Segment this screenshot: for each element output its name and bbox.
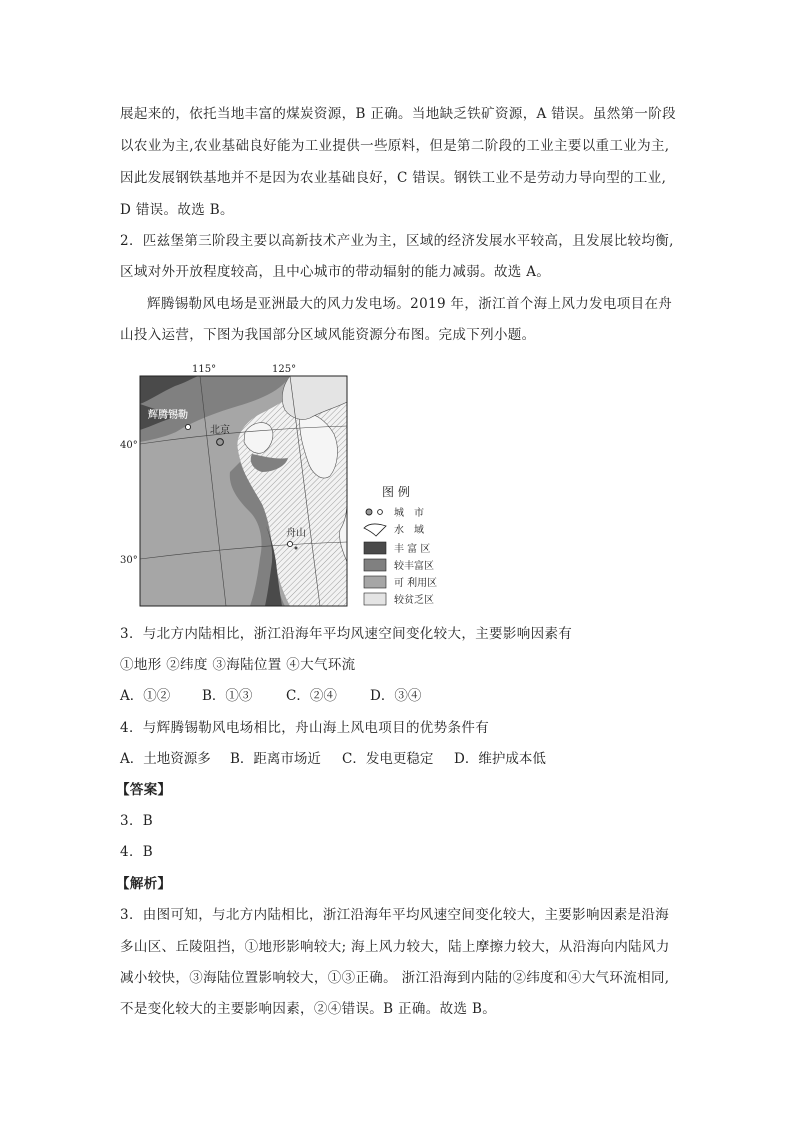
legend-city-icon <box>366 509 382 515</box>
legend-item-city: 城 市 <box>394 508 424 519</box>
analysis-line-4: 不是变化较大的主要影响因素，②④错误。B 正确。故选 B。 <box>120 1001 497 1017</box>
analysis-heading: 【解析】 <box>116 876 172 892</box>
lat-label-40: 40° <box>120 440 138 451</box>
place-huitengxile: 辉腾锡勒 <box>148 410 188 421</box>
legend-item-rich: 丰 富 区 <box>394 544 431 555</box>
lon-label-115: 115° <box>192 364 217 375</box>
city-marker-zhoushan <box>287 541 292 546</box>
q4-option-b[interactable]: B．距离市场近 <box>230 751 321 767</box>
legend-rich-swatch <box>364 542 386 554</box>
q4-option-c[interactable]: C．发电更稳定 <box>342 751 434 767</box>
answer-3: 3．B <box>120 813 154 829</box>
answer-heading: 【答案】 <box>116 782 172 798</box>
question-4-stem: 4．与辉腾锡勒风电场相比，舟山海上风电项目的优势条件有 <box>120 720 490 736</box>
text-line-8: 山投入运营，下图为我国部分区域风能资源分布图。完成下列小题。 <box>120 327 536 343</box>
q3-option-d[interactable]: D．③④ <box>370 688 422 704</box>
legend-item-water: 水 域 <box>394 525 424 536</box>
place-beijing: 北京 <box>210 425 230 436</box>
legend-water-icon <box>364 524 386 536</box>
q3-option-b[interactable]: B．①③ <box>202 688 253 704</box>
question-3-stem: 3．与北方内陆相比，浙江沿海年平均风速空间变化较大，主要影响因素有 <box>120 626 573 642</box>
text-line-1: 展起来的，依托当地丰富的煤炭资源，B 正确。当地缺乏铁矿资源，A 错误。虽然第一阶段 <box>120 106 676 122</box>
q3-option-c[interactable]: C．②④ <box>286 688 337 704</box>
legend-poor-swatch <box>364 593 386 605</box>
city-marker-huitengxile <box>185 424 190 429</box>
legend-title: 图 例 <box>382 485 410 499</box>
analysis-line-3: 减小较快，③海陆位置影响较大，①③正确。 浙江沿海到内陆的②纬度和④大气环流相同, <box>120 970 670 986</box>
q4-option-d[interactable]: D．维护成本低 <box>454 751 546 767</box>
analysis-line-2: 多山区、丘陵阻挡，①地形影响较大; 海上风力较大，陆上摩擦力较大，从沿海向内陆风力 <box>120 939 670 955</box>
wind-resource-map <box>120 362 445 610</box>
analysis-line-1: 3．由图可知，与北方内陆相比，浙江沿海年平均风速空间变化较大，主要影响因素是沿海 <box>120 907 670 923</box>
text-line-2: 以农业为主,农业基础良好能为工业提供一些原料，但是第二阶段的工业主要以重工业为主, <box>120 138 670 154</box>
text-line-4: D 错误。故选 B。 <box>120 202 234 218</box>
place-zhoushan: 舟山 <box>286 528 306 539</box>
legend-available-swatch <box>364 576 386 588</box>
text-line-5: 2．匹兹堡第三阶段主要以高新技术产业为主，区域的经济发展水平较高，且发展比较均衡, <box>120 233 674 249</box>
q4-option-a[interactable]: A．土地资源多 <box>120 751 211 767</box>
city-marker-beijing <box>217 439 224 446</box>
text-line-3: 因此发展钢铁基地并不是因为农业基础良好，C 错误。钢铁工业不是劳动力导向型的工业, <box>120 170 667 186</box>
legend-item-poor: 较贫乏区 <box>394 595 434 606</box>
legend-richer-swatch <box>364 559 386 571</box>
lon-label-125: 125° <box>272 364 297 375</box>
legend-item-available: 可 利用区 <box>394 578 438 589</box>
text-line-7: 辉腾锡勒风电场是亚洲最大的风力发电场。2019 年，浙江首个海上风力发电项目在舟 <box>147 296 673 312</box>
q3-option-a[interactable]: A．①② <box>120 688 171 704</box>
legend-item-richer: 较丰富区 <box>394 561 434 572</box>
text-line-6: 区域对外开放程度较高，且中心城市的带动辐射的能力减弱。故选 A。 <box>120 264 551 280</box>
question-3-factors: ①地形 ②纬度 ③海陆位置 ④大气环流 <box>120 657 356 673</box>
answer-4: 4．B <box>120 844 154 860</box>
lat-label-30: 30° <box>120 555 138 566</box>
